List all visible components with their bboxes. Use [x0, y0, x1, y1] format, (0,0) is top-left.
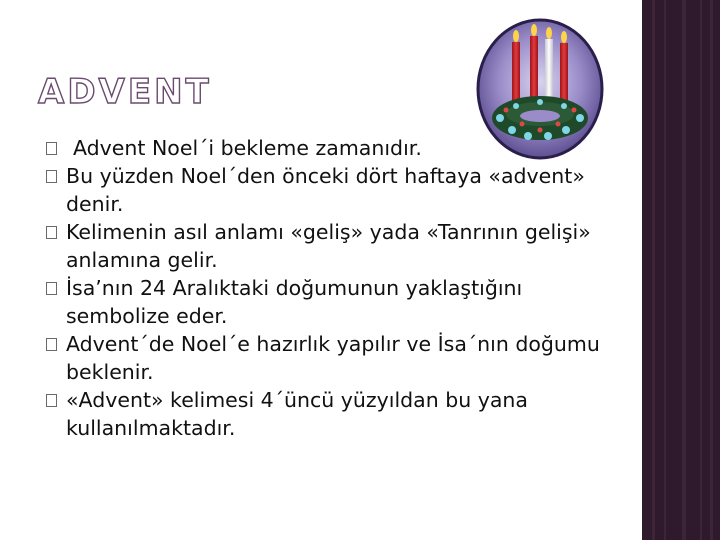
- square-bullet-icon: [46, 282, 57, 295]
- square-bullet-icon: [46, 142, 57, 155]
- list-item: Bu yüzden Noel´den önceki dört haftaya «advent» denir.: [46, 162, 626, 218]
- list-item: «Advent» kelimesi 4´üncü yüzyıldan bu yana kullanılmaktadır.: [46, 386, 626, 442]
- square-bullet-icon: [46, 226, 57, 239]
- list-item: Advent´de Noel´e hazırlık yapılır ve İsa´nın doğumu beklenir.: [46, 330, 626, 386]
- list-item: Advent Noel´i bekleme zamanıdır.: [46, 134, 626, 162]
- list-item: Kelimenin asıl anlamı «geliş» yada «Tanrının gelişi» anlamına gelir.: [46, 218, 626, 274]
- slide-title: ADVENT: [38, 72, 212, 112]
- square-bullet-icon: [46, 338, 57, 351]
- decorative-sidebar: [642, 0, 720, 540]
- square-bullet-icon: [46, 170, 57, 183]
- list-item: İsa’nın 24 Aralıktaki doğumunun yaklaştığını sembolize eder.: [46, 274, 626, 330]
- square-bullet-icon: [46, 394, 57, 407]
- bullet-list: [46, 134, 626, 442]
